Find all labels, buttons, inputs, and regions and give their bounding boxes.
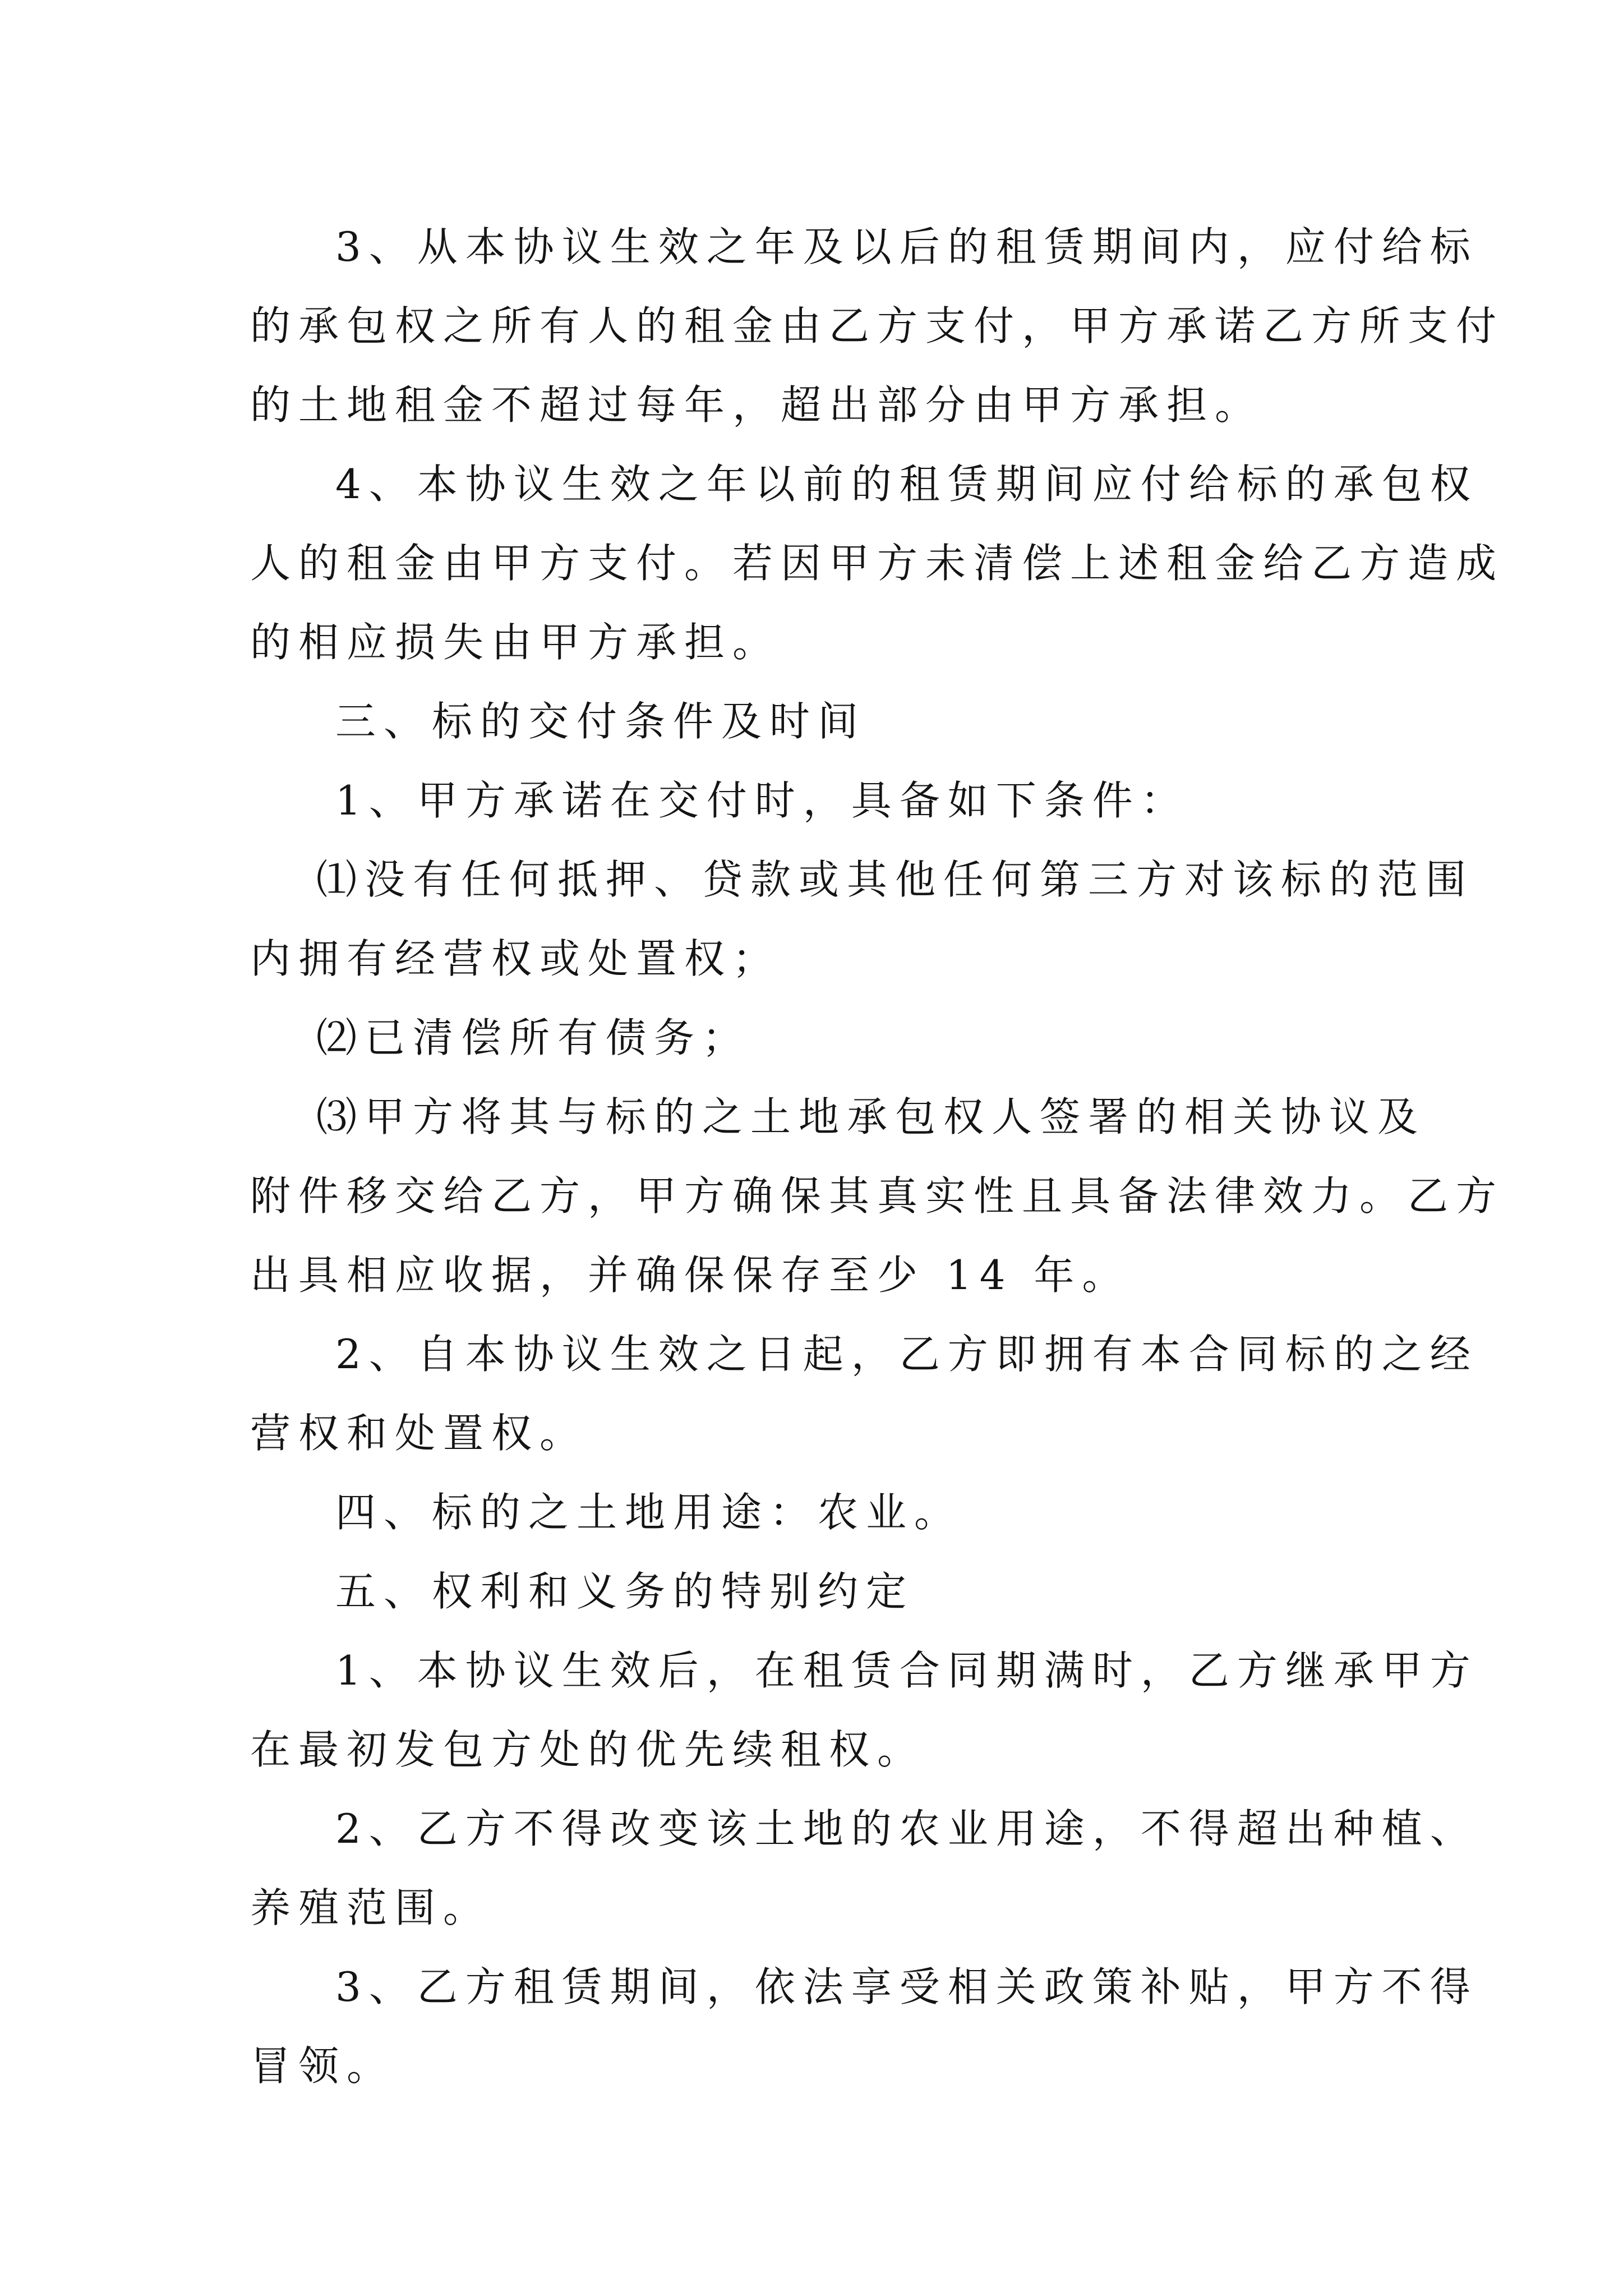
section-3-item-2-line-1: 2、自本协议生效之日起，乙方即拥有本合同标的之经 — [335, 1331, 1478, 1378]
paragraph-4-line-3: 的相应损失由甲方承担。 — [250, 619, 781, 666]
section-5-heading: 五、权利和义务的特别约定 — [335, 1568, 915, 1615]
condition-1-line-2: 内拥有经营权或处置权； — [250, 935, 781, 982]
condition-3-line-3: 出具相应收据，并确保保存至少 14 年。 — [250, 1251, 1131, 1299]
section-3-item-2-line-2: 营权和处置权。 — [250, 1410, 588, 1457]
paragraph-4-line-1: 4、本协议生效之年以前的租赁期间应付给标的承包权 — [335, 461, 1478, 508]
section-3-heading: 三、标的交付条件及时间 — [335, 698, 866, 745]
section-5-item-1-line-1: 1、本协议生效后，在租赁合同期满时，乙方继承甲方 — [335, 1647, 1478, 1694]
paragraph-3-line-3: 的土地租金不超过每年，超出部分由甲方承担。 — [250, 381, 1264, 429]
section-5-item-2-line-2: 养殖范围。 — [250, 1884, 492, 1931]
section-5-item-1-line-2: 在最初发包方处的优先续租权。 — [250, 1726, 926, 1773]
document-body — [250, 208, 1505, 2106]
section-5-item-3-line-2: 冒领。 — [250, 2042, 395, 2090]
condition-3-line-2: 附件移交给乙方，甲方确保其真实性且具备法律效力。乙方 — [250, 1172, 1505, 1220]
section-5-item-3-line-1: 3、乙方租赁期间，依法享受相关政策补贴，甲方不得 — [335, 1963, 1478, 2010]
paragraph-4-line-2: 人的租金由甲方支付。若因甲方未清偿上述租金给乙方造成 — [250, 540, 1505, 587]
section-3-item-1: 1、甲方承诺在交付时，具备如下条件： — [335, 777, 1189, 824]
paragraph-3-line-2: 的承包权之所有人的租金由乙方支付，甲方承诺乙方所支付 — [250, 302, 1505, 349]
condition-2: ⑵已清偿所有债务； — [316, 1014, 751, 1061]
condition-1-line-1: ⑴没有任何抵押、贷款或其他任何第三方对该标的范围 — [316, 856, 1474, 903]
section-5-item-2-line-1: 2、乙方不得改变该土地的农业用途，不得超出种植、 — [335, 1805, 1478, 1852]
condition-3-line-1: ⑶甲方将其与标的之土地承包权人签署的相关协议及 — [316, 1093, 1426, 1140]
paragraph-3-line-1: 3、从本协议生效之年及以后的租赁期间内，应付给标 — [335, 223, 1478, 270]
section-4-heading: 四、标的之土地用途：农业。 — [335, 1489, 963, 1536]
